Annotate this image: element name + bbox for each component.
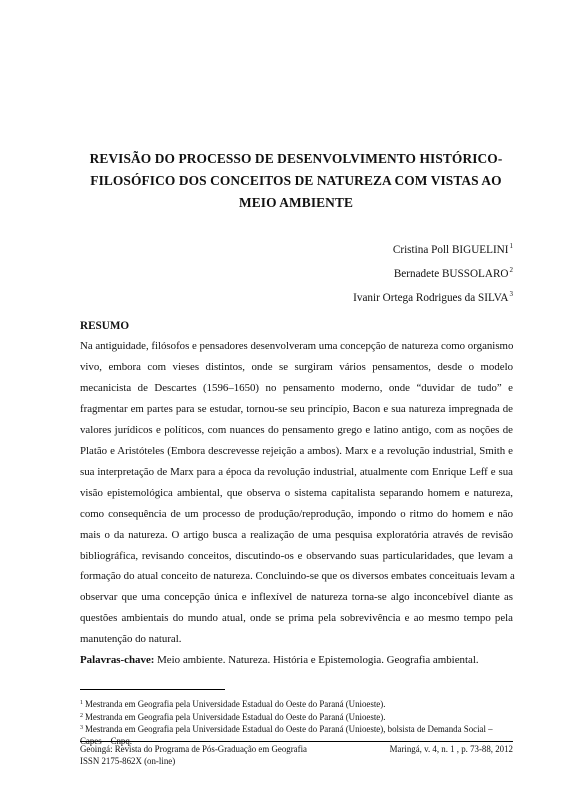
keywords-label: Palavras-chave: [80, 654, 155, 666]
title-line: REVISÃO DO PROCESSO DE DESENVOLVIMENTO HISTÓRICO- [89, 151, 503, 166]
footnotes [80, 698, 513, 747]
footnote-text: Mestranda em Geografia pela Universidade Estadual do Oeste do Paraná (Unioeste). [85, 699, 386, 709]
abstract-line: mecanicista de Descartes (1596–1650) no pensamento moderno, onde “duvidar de tudo” e [80, 381, 513, 394]
abstract-line: visão epistemológica ambiental, que observa o sistema capitalista separando homem e natureza, [80, 486, 513, 499]
author-name: Ivanir Ortega Rodrigues da SILVA [353, 292, 509, 304]
abstract-line: questões ambientais do mundo atual, onde se prima pela sobrevivência e ao mesmo tempo pela [80, 612, 513, 625]
footnote-mark: 2 [80, 712, 83, 719]
abstract-line: observar que uma concepção única e inflexível de natureza torna-se algo inconcebível diante as [80, 591, 513, 604]
abstract-line: Platão e Aristóteles (Embora descrevesse rejeição a ambos). Marx e a revolução industrial, Smith e [80, 444, 513, 457]
footnote [80, 711, 513, 724]
footnote-divider [80, 689, 225, 690]
abstract-line: mais o da natureza. O artigo busca a realização de uma pesquisa exploratória através de revisão [80, 528, 513, 541]
author-name: Cristina Poll BIGUELINI [392, 244, 509, 256]
abstract-line: vivo, embora com vieses distintos, onde se surgiram vários pensamentos, desde o modelo [80, 360, 513, 373]
title-line: FILOSÓFICO DOS CONCEITOS DE NATUREZA COM VISTAS AO [90, 173, 502, 188]
author [353, 260, 513, 284]
article-title [80, 148, 512, 214]
footnote-mark: 3 [509, 290, 513, 298]
abstract-line: sua interpretação de Marx para a época da revolução industrial, atualmente com Enrique Leff e sua [80, 465, 513, 478]
title-line: MEIO AMBIENTE [238, 195, 354, 210]
abstract-line: valores jurídicos e políticos, com nuances do pensamento grego e latino antigo, com as noções de [80, 423, 513, 436]
footnote-text: Mestranda em Geografia pela Universidade Estadual do Oeste do Paraná (Unioeste). [85, 711, 386, 722]
abstract-line: formação do atual conceito de natureza. Concluindo-se que os diversos embates conceituais levam a [80, 570, 515, 583]
footnote-mark: 1 [509, 242, 513, 250]
abstract-heading: RESUMO [80, 320, 130, 332]
abstract-line: bibliográfica, revisando conceitos, discutindo-os e observando suas particularidades, que levam a [80, 549, 513, 562]
author-name: Bernadete BUSSOLARO [393, 268, 509, 280]
footer-row [80, 743, 513, 755]
page-footer [80, 743, 513, 767]
citation: Maringá, v. 4, n. 1 , p. 73-88, 2012 [389, 744, 513, 754]
issn: ISSN 2175-862X (on-line) [80, 756, 176, 766]
footnote [80, 698, 513, 711]
keywords-text: Meio ambiente. Natureza. História e Epistemologia. Geografia ambiental. [154, 654, 479, 666]
footer-divider [80, 741, 513, 742]
author-list [353, 236, 513, 308]
keywords [80, 654, 479, 666]
footnote-mark: 2 [509, 266, 513, 274]
author [353, 284, 513, 308]
abstract-line: manutenção do natural. [80, 633, 182, 646]
abstract-line: Na antiguidade, filósofos e pensadores desenvolveram uma concepção de natureza como organismo [80, 340, 514, 352]
author [353, 236, 513, 260]
footnote-mark: 1 [80, 700, 83, 706]
journal-name: Geoingá: Revista do Programa de Pós-Graduação em Geografia [80, 744, 307, 754]
abstract-line: como consequência de um processo de produção/reprodução, impondo o ritmo do homem e não [80, 507, 513, 520]
abstract-body [80, 336, 513, 650]
abstract-line: fragmentar em partes para se estudar, tornou-se seu princípio, Bacon e sua natureza impregnada de [80, 402, 513, 415]
footnote-mark: 3 [80, 725, 83, 731]
footnote-text: Mestranda em Geografia pela Universidade Estadual do Oeste do Paraná (Unioeste), bolsista de Demanda Social – Capes – Cnpq. [80, 724, 493, 746]
